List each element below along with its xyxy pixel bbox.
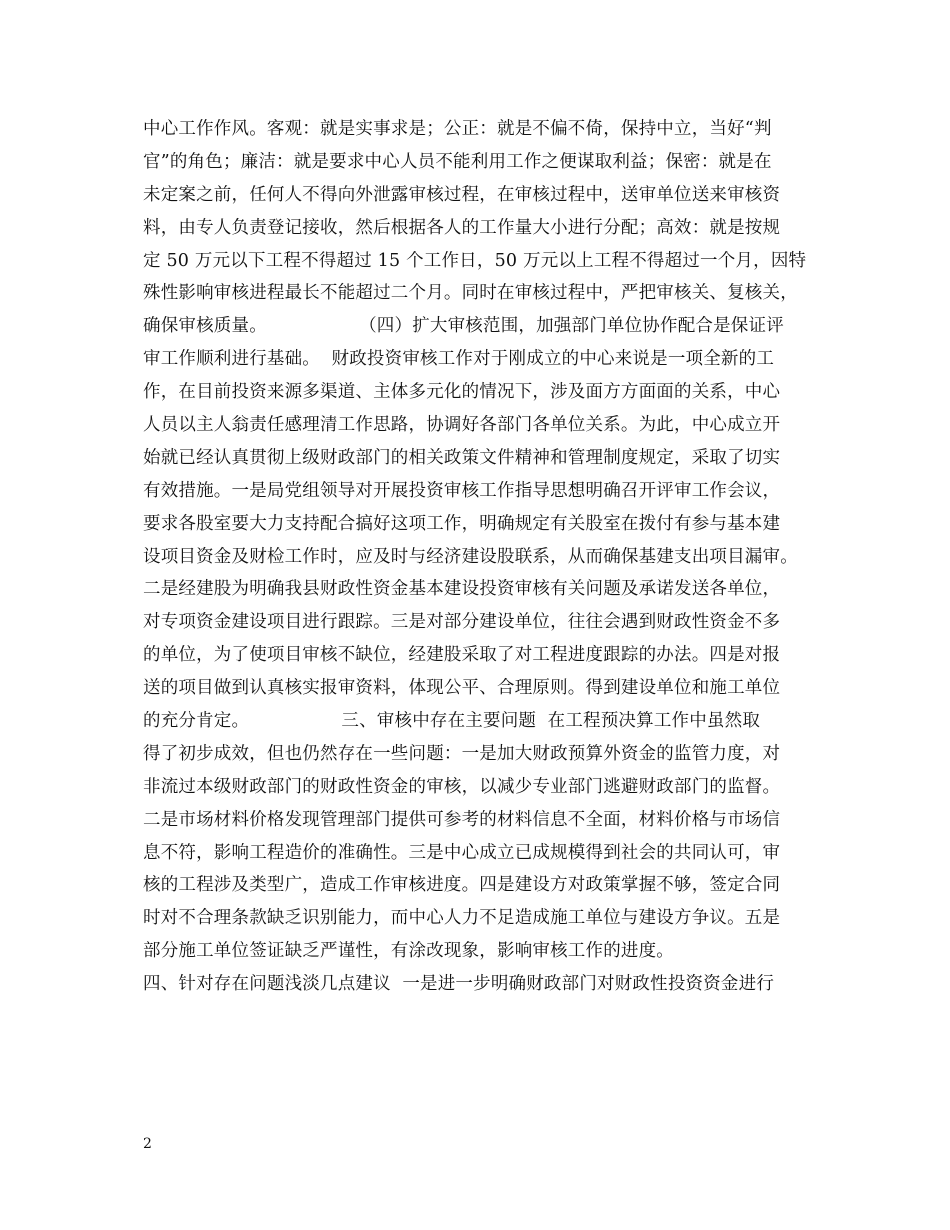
text-line: 人员以主人翁责任感理清工作思路，协调好各部门各单位关系。为此，中心成立开 — [143, 415, 781, 436]
text-line: 二是经建股为明确我县财政性资金基本建设投资审核有关问题及承诺发送各单位， — [143, 579, 781, 600]
text-line: 非流过本级财政部门的财政性资金的审核，以减少专业部门逃避财政部门的监督。 — [143, 776, 781, 797]
text-line: 料，由专人负责登记接收，然后根据各人的工作量大小进行分配；高效：就是按规 — [143, 217, 781, 238]
text-line: 息不符，影响工程造价的准确性。三是中心成立已成规模得到社会的共同认可，审 — [143, 842, 781, 863]
text-line: 对专项资金建设项目进行跟踪。三是对部分建设单位，往往会遇到财政性资金不多 — [143, 612, 781, 633]
text-line: 的单位，为了使项目审核不缺位，经建股采取了对工程进度跟踪的办法。四是对报 — [143, 645, 781, 666]
text-line: 二是市场材料价格发现管理部门提供可参考的材料信息不全面，材料价格与市场信 — [143, 809, 781, 830]
text-line: 确保审核质量。 （四）扩大审核范围，加强部门单位协作配合是保证评 — [143, 316, 784, 337]
text-line: 中心工作作风。客观：就是实事求是；公正：就是不偏不倚，保持中立，当好“判 — [143, 119, 772, 139]
text-line: 得了初步成效，但也仍然存在一些问题：一是加大财政预算外资金的监管力度，对 — [143, 743, 781, 764]
text-line: 有效措施。一是局党组领导对开展投资审核工作指导思想明确召开评审工作会议， — [143, 480, 781, 501]
text-line: 要求各股室要大力支持配合搞好这项工作，明确规定有关股室在拨付有参与基本建 — [143, 513, 781, 534]
text-line: 四、针对存在问题浅淡几点建议 一是进一步明确财政部门对财政性投资资金进行 — [143, 974, 775, 995]
page-number: 2 — [143, 1136, 152, 1152]
text-line: 时对不合理条款缺乏识别能力，而中心人力不足造成施工单位与建设方争议。五是 — [143, 908, 781, 929]
text-line: 定 50 万元以下工程不得超过 15 个工作日，50 万元以上工程不得超过一个月，因特 — [143, 250, 807, 271]
text-line: 送的项目做到认真核实报审资料，体现公平、合理原则。得到建设单位和施工单位 — [143, 678, 781, 699]
body-text — [143, 113, 833, 1001]
text-line: 作，在目前投资来源多渠道、主体多元化的情况下，涉及面方方面面的关系，中心 — [143, 382, 781, 403]
text-line: 设项目资金及财检工作时，应及时与经济建设股联系，从而确保基建支出项目漏审。 — [143, 546, 798, 567]
text-line: 官”的角色；廉洁：就是要求中心人员不能利用工作之便谋取利益；保密：就是在 — [143, 151, 772, 172]
text-line: 未定案之前，任何人不得向外泄露审核过程，在审核过程中，送审单位送来审核资 — [143, 184, 781, 205]
text-line: 的充分肯定。 三、审核中存在主要问题 在工程预决算工作中虽然取 — [143, 711, 761, 732]
text-line: 殊性影响审核进程最长不能超过二个月。同时在审核过程中，严把审核关、复核关， — [143, 283, 798, 304]
text-line: 核的工程涉及类型广，造成工作审核进度。四是建设方对政策掌握不够，签定合同 — [143, 875, 781, 896]
text-line: 部分施工单位签证缺乏严谨性，有涂改现象，影响审核工作的进度。 — [143, 941, 674, 962]
text-line: 始就已经认真贯彻上级财政部门的相关政策文件精神和管理制度规定，采取了切实 — [143, 447, 781, 468]
text-line: 审工作顺利进行基础。 财政投资审核工作对于刚成立的中心来说是一项全新的工 — [143, 349, 775, 370]
